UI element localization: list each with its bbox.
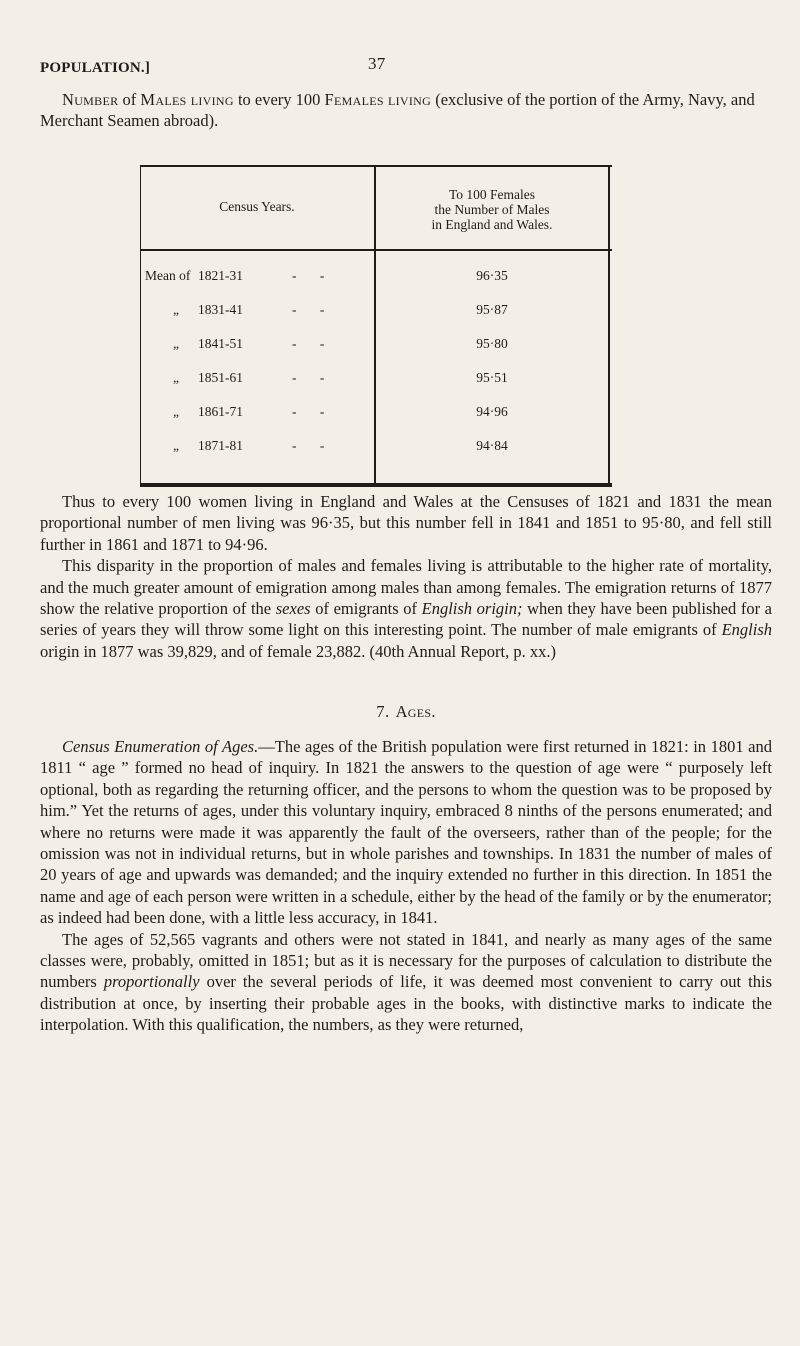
ditto-mark: „ — [173, 438, 179, 453]
caption-females: Females — [324, 90, 384, 109]
table-header-rule — [140, 249, 612, 251]
p4-text-a: The ages of 52,565 vagrants and others were not stated in 1841, and nearly as many ages of the same classes were, probably, omitted in 1851; but as it is necessary for the purposes of calculation to distribute the numbers — [40, 929, 772, 992]
table-right-rule — [608, 165, 610, 485]
header-line: To 100 Females — [448, 187, 536, 202]
paragraph-2 — [40, 555, 772, 662]
males-per-100-value: 94·96 — [476, 404, 508, 419]
males-to-females-table — [140, 165, 612, 487]
table-top-rule — [140, 165, 612, 167]
section-number: 7. — [376, 702, 390, 721]
column-header-census-years: Census Years. — [219, 199, 295, 214]
caption-lead: Number — [62, 90, 119, 109]
p2-text-a: This disparity in the proportion of males and females living is attributable to the higher rate of mortality, and the much greater amount of emigration among males than among females. The emigration returns of 1877 show the relative proportion of the — [40, 556, 772, 619]
ditto-mark: „ — [173, 404, 179, 419]
males-per-100-value: 96·35 — [476, 268, 508, 283]
section-title: Ages. — [395, 702, 436, 721]
table-row — [140, 268, 610, 288]
census-years: 1851-61 — [198, 370, 243, 385]
p2-english-origin: English origin; — [421, 599, 523, 619]
p2-text-b: of emigrants of — [315, 599, 417, 619]
ditto-mark: „ — [173, 370, 179, 385]
census-years: 1821-31 — [198, 268, 243, 283]
row-prefix: Mean of — [145, 268, 191, 283]
column-header-males-per-100 — [376, 187, 608, 232]
leader-dashes: - - — [292, 302, 335, 317]
p3-text: —The ages of the British population were first returned in 1821: in 1801 and 1811 “ age ” formed no head of inquiry. In 1821 the answers to the question of age were “ purposely left optional, both as regarding the returning officer, and the persons to whom the question was to be proposed by him.” Yet the returns of ages, under this voluntary inquiry, embraced 8 ninths of the persons enumerated; and where no returns were made it was apparently the fault of the overseers, rather than of the people; for the omission was not in individual returns, but in whole parishes and townships. In 1831 the number of males of 20 years of age and upwards was demanded; and the inquiry extended no further in this direction. In 1851 the name and age of each person were written in a schedule, either by the head of the family or by the enumerator; as indeed had been done, with a little less accuracy, in 1841. — [40, 737, 772, 928]
males-per-100-value: 95·51 — [476, 370, 508, 385]
leader-dashes: - - — [292, 438, 335, 453]
paragraph-3 — [40, 736, 772, 929]
table-bottom-rule — [140, 483, 612, 487]
p4-text-b: over the several periods of life, it was deemed most convenient to carry out this distribution at once, by inserting their probable ages in the books, with distinctive marks to indicate the interpolation. With this qualification, the numbers, as they were returned, — [40, 972, 773, 1035]
p4-proportionally: proportionally — [103, 972, 200, 992]
caption-living-2: living — [387, 90, 432, 109]
paragraph-census-enumeration — [40, 736, 772, 1036]
p2-sexes: sexes — [275, 599, 311, 619]
census-years: 1871-81 — [198, 438, 243, 453]
header-line: in England and Wales. — [431, 217, 553, 232]
table-row — [140, 370, 610, 390]
census-years: 1841-51 — [198, 336, 243, 351]
running-head-section: POPULATION.] — [40, 60, 151, 76]
paragraph-4 — [40, 929, 772, 1036]
section-heading-ages — [40, 702, 772, 722]
table-caption — [40, 89, 770, 131]
leader-dashes: - - — [292, 336, 335, 351]
table-row — [140, 336, 610, 356]
leader-dashes: - - — [292, 404, 335, 419]
ditto-mark: „ — [173, 336, 179, 351]
caption-males: Males — [140, 90, 187, 109]
paragraph-1: Thus to every 100 women living in England and Wales at the Censuses of 1821 and 1831 the mean proportional number of men living was 96·35, but this number fell in 1841 and 1851 to 95·80, and fell still further in 1861 and 1871 to 94·96. — [40, 492, 772, 554]
caption-of: of — [122, 90, 137, 109]
header-line: the Number of Males — [434, 202, 550, 217]
ditto-mark: „ — [173, 302, 179, 317]
census-years: 1861-71 — [198, 404, 243, 419]
males-per-100-value: 94·84 — [476, 438, 508, 453]
running-head — [40, 54, 760, 84]
p2-english: English — [721, 620, 773, 640]
census-years: 1831-41 — [198, 302, 243, 317]
p2-text-c: when they have been published for a series of years they will throw some light on this interesting point. The number of male emigrants of — [40, 599, 773, 640]
males-per-100-value: 95·80 — [476, 336, 508, 351]
caption-rest: (exclusive of the portion of the Army, Navy, and Merchant Seamen abroad). — [40, 90, 755, 130]
p3-lead: Census Enumeration of Ages. — [62, 737, 259, 756]
males-per-100-value: 95·87 — [476, 302, 508, 317]
leader-dashes: - - — [292, 268, 335, 283]
caption-living-1: living — [190, 90, 234, 109]
leader-dashes: - - — [292, 370, 335, 385]
p2-text-d: origin in 1877 was 39,829, and of female 23,882. (40th Annual Report, p. xx.) — [40, 641, 557, 661]
page-number: 37 — [368, 54, 386, 73]
paragraph-disparity — [40, 491, 772, 662]
table-row — [140, 404, 610, 424]
table-row — [140, 438, 610, 458]
caption-to-every: to every 100 — [237, 90, 321, 109]
table-row — [140, 302, 610, 322]
